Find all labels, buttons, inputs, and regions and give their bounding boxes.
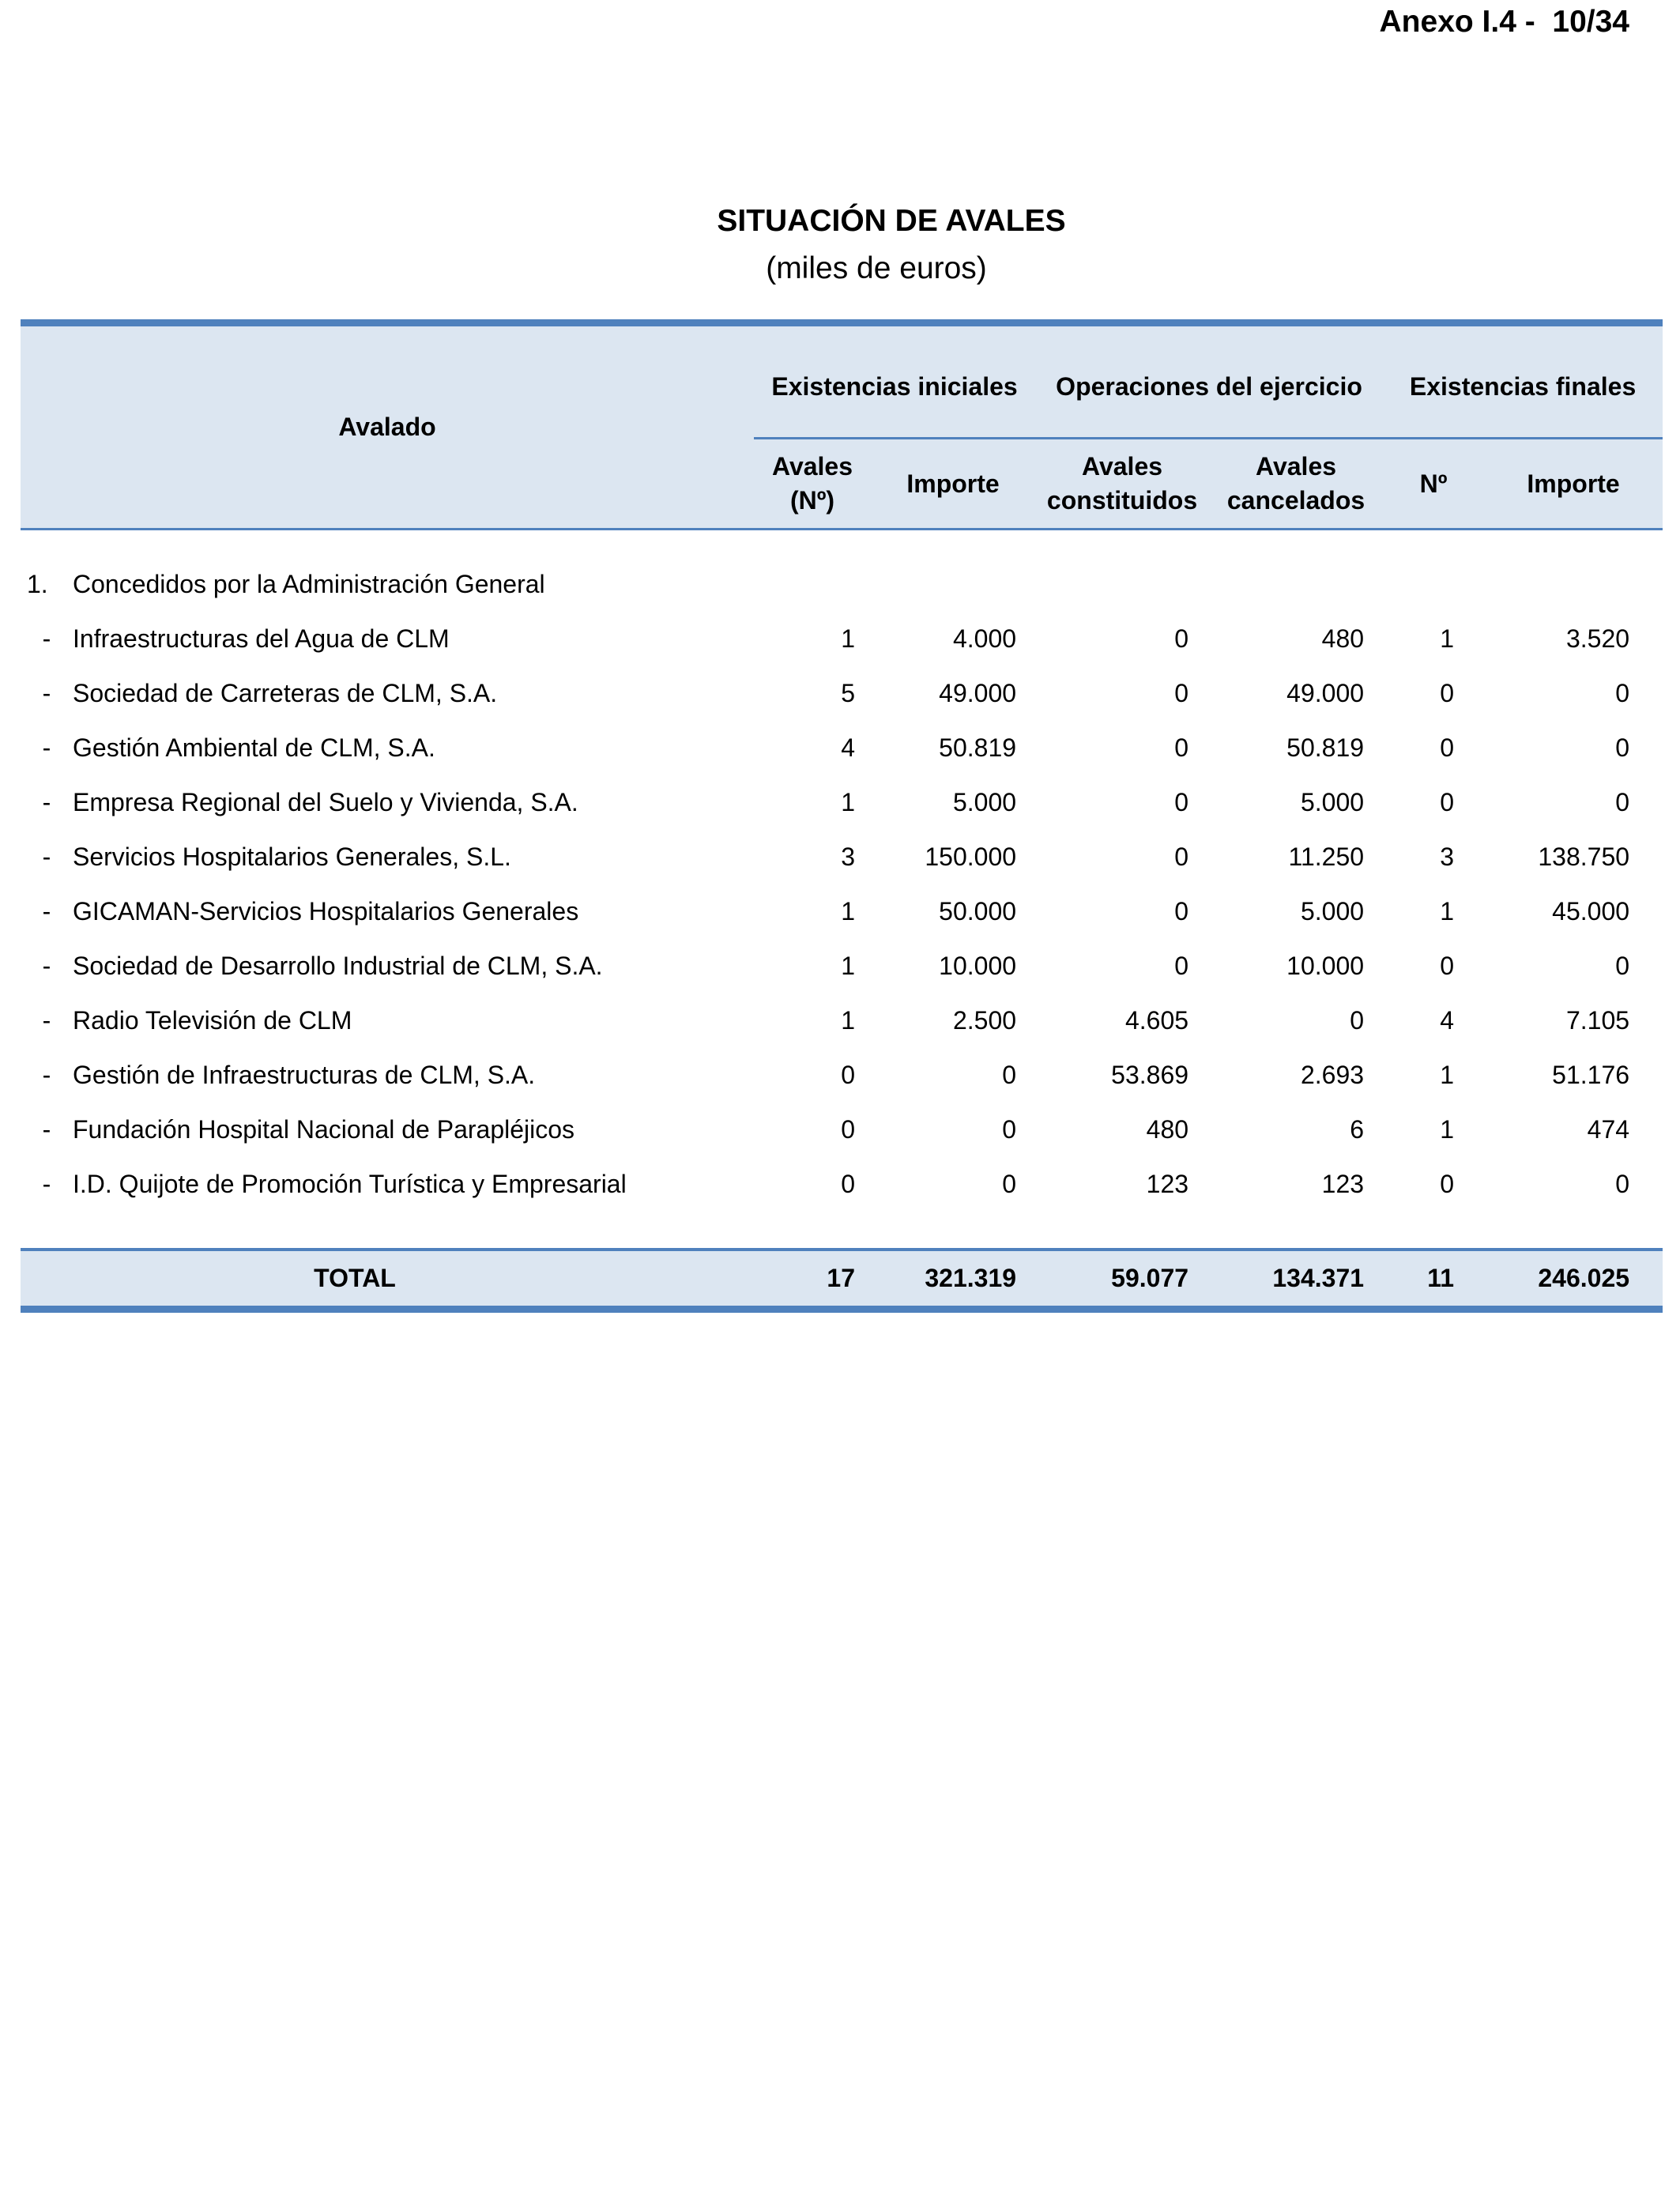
row-n-fin: 0 — [1440, 733, 1455, 762]
table-row — [21, 884, 1663, 939]
total-constituidos: 59.077 — [1035, 1250, 1209, 1310]
row-bullet: - — [42, 733, 51, 762]
row-avalado: Gestión de Infraestructuras de CLM, S.A. — [73, 1061, 536, 1089]
row-imp-fin: 474 — [1587, 1115, 1630, 1144]
row-avalado: Servicios Hospitalarios Generales, S.L. — [73, 843, 511, 871]
row-avalado: Sociedad de Carreteras de CLM, S.A. — [73, 679, 498, 707]
row-imp-fin: 7.105 — [1565, 1006, 1630, 1035]
row-imp-fin: 0 — [1615, 679, 1630, 707]
row-n-fin: 4 — [1440, 1006, 1455, 1035]
row-avalado: Empresa Regional del Suelo y Vivienda, S.A. — [73, 788, 578, 816]
row-n-fin: 0 — [1440, 788, 1455, 816]
row-bullet: - — [42, 1061, 51, 1089]
row-bullet: - — [42, 624, 51, 653]
total-row — [21, 1250, 1663, 1310]
row-cancelados: 5.000 — [1300, 788, 1365, 816]
table-row — [21, 612, 1663, 666]
avales-table — [21, 319, 1663, 1313]
section-index: 1. — [27, 570, 48, 598]
row-n-ini: 5 — [841, 679, 856, 707]
table-body — [21, 530, 1663, 613]
row-n-fin: 0 — [1440, 1170, 1455, 1198]
header-n-final: Nº — [1383, 439, 1484, 530]
row-avalado: Infraestructuras del Agua de CLM — [73, 624, 450, 653]
row-constituidos: 0 — [1174, 788, 1189, 816]
row-constituidos: 0 — [1174, 843, 1189, 871]
row-cancelados: 123 — [1321, 1170, 1365, 1198]
total-cancelados: 134.371 — [1209, 1250, 1383, 1310]
row-cancelados: 50.819 — [1286, 733, 1365, 762]
row-imp-ini: 4.000 — [952, 624, 1017, 653]
row-imp-fin: 0 — [1615, 952, 1630, 980]
row-constituidos: 4.605 — [1124, 1006, 1189, 1035]
row-n-fin: 0 — [1440, 952, 1455, 980]
table-row — [21, 993, 1663, 1048]
section-label: Concedidos por la Administración General — [73, 570, 545, 598]
row-imp-fin: 45.000 — [1552, 897, 1630, 925]
row-n-fin: 3 — [1440, 843, 1455, 871]
table-header — [21, 323, 1663, 530]
row-bullet: - — [42, 897, 51, 925]
row-imp-ini: 50.000 — [939, 897, 1017, 925]
row-n-ini: 1 — [841, 624, 856, 653]
table-row — [21, 830, 1663, 884]
table-row — [21, 775, 1663, 830]
row-cancelados: 5.000 — [1300, 897, 1365, 925]
row-cancelados: 11.250 — [1288, 843, 1365, 871]
row-imp-fin: 51.176 — [1552, 1061, 1630, 1089]
table-row — [21, 939, 1663, 993]
row-n-fin: 1 — [1440, 624, 1455, 653]
row-n-fin: 1 — [1440, 1061, 1455, 1089]
row-imp-ini: 0 — [1002, 1061, 1017, 1089]
total-imp-fin: 246.025 — [1484, 1250, 1663, 1310]
row-cancelados: 10.000 — [1286, 952, 1365, 980]
row-cancelados: 49.000 — [1286, 679, 1365, 707]
section-row — [21, 557, 1663, 612]
row-imp-fin: 138.750 — [1538, 843, 1630, 871]
row-avalado: Fundación Hospital Nacional de Parapléjicos — [73, 1115, 575, 1144]
row-imp-ini: 0 — [1002, 1115, 1017, 1144]
row-imp-fin: 0 — [1615, 733, 1630, 762]
row-cancelados: 6 — [1350, 1115, 1365, 1144]
row-n-ini: 1 — [841, 897, 856, 925]
row-imp-ini: 10.000 — [939, 952, 1017, 980]
table-row — [21, 1048, 1663, 1103]
row-cancelados: 0 — [1350, 1006, 1365, 1035]
total-n-ini: 17 — [754, 1250, 871, 1310]
row-bullet: - — [42, 952, 51, 980]
row-n-ini: 0 — [841, 1170, 856, 1198]
row-bullet: - — [42, 1006, 51, 1035]
table-row — [21, 1103, 1663, 1157]
row-imp-ini: 49.000 — [939, 679, 1017, 707]
header-avales-constituidos: Avales constituidos — [1035, 439, 1209, 530]
row-n-fin: 1 — [1440, 897, 1455, 925]
row-avalado: GICAMAN-Servicios Hospitalarios Generales — [73, 897, 579, 925]
row-n-ini: 3 — [841, 843, 856, 871]
header-importe-inicial: Importe — [871, 439, 1035, 530]
row-imp-ini: 2.500 — [952, 1006, 1017, 1035]
row-constituidos: 480 — [1146, 1115, 1189, 1144]
row-avalado: Radio Televisión de CLM — [73, 1006, 352, 1035]
row-imp-ini: 50.819 — [939, 733, 1017, 762]
row-n-ini: 0 — [841, 1115, 856, 1144]
row-imp-fin: 0 — [1615, 788, 1630, 816]
row-n-fin: 1 — [1440, 1115, 1455, 1144]
row-n-ini: 0 — [841, 1061, 856, 1089]
table-row — [21, 1157, 1663, 1212]
row-constituidos: 123 — [1146, 1170, 1189, 1198]
row-cancelados: 480 — [1321, 624, 1365, 653]
row-avalado: Gestión Ambiental de CLM, S.A. — [73, 733, 435, 762]
row-n-ini: 4 — [841, 733, 856, 762]
header-existencias-iniciales: Existencias iniciales — [754, 323, 1035, 439]
row-imp-fin: 0 — [1615, 1170, 1630, 1198]
row-bullet: - — [42, 788, 51, 816]
table-row — [21, 666, 1663, 721]
header-avales-n: Avales (Nº) — [754, 439, 871, 530]
total-label: TOTAL — [21, 1250, 754, 1310]
total-imp-ini: 321.319 — [871, 1250, 1035, 1310]
header-importe-final: Importe — [1484, 439, 1663, 530]
row-constituidos: 0 — [1174, 624, 1189, 653]
document-subtitle: (miles de euros) — [766, 251, 987, 285]
row-bullet: - — [42, 1115, 51, 1144]
header-avales-cancelados: Avales cancelados — [1209, 439, 1383, 530]
row-n-ini: 1 — [841, 1006, 856, 1035]
row-bullet: - — [42, 1170, 51, 1198]
row-cancelados: 2.693 — [1300, 1061, 1365, 1089]
rows-body — [21, 612, 1663, 1212]
row-n-fin: 0 — [1440, 679, 1455, 707]
row-n-ini: 1 — [841, 788, 856, 816]
row-constituidos: 0 — [1174, 897, 1189, 925]
row-constituidos: 0 — [1174, 679, 1189, 707]
annex-page-label: Anexo I.4 - 10/34 — [1379, 5, 1629, 39]
header-avalado: Avalado — [21, 323, 754, 530]
row-n-ini: 1 — [841, 952, 856, 980]
row-constituidos: 53.869 — [1111, 1061, 1189, 1089]
header-operaciones-ejercicio: Operaciones del ejercicio — [1035, 323, 1383, 439]
row-constituidos: 0 — [1174, 952, 1189, 980]
row-imp-fin: 3.520 — [1565, 624, 1630, 653]
document-title: SITUACIÓN DE AVALES — [717, 204, 1066, 238]
row-imp-ini: 0 — [1002, 1170, 1017, 1198]
row-avalado: I.D. Quijote de Promoción Turística y Empresarial — [73, 1170, 627, 1198]
table-row — [21, 721, 1663, 775]
row-imp-ini: 5.000 — [952, 788, 1017, 816]
row-constituidos: 0 — [1174, 733, 1189, 762]
row-avalado: Sociedad de Desarrollo Industrial de CLM, S.A. — [73, 952, 603, 980]
row-bullet: - — [42, 843, 51, 871]
row-imp-ini: 150.000 — [925, 843, 1017, 871]
row-bullet: - — [42, 679, 51, 707]
header-existencias-finales: Existencias finales — [1383, 323, 1663, 439]
total-n-fin: 11 — [1383, 1250, 1484, 1310]
